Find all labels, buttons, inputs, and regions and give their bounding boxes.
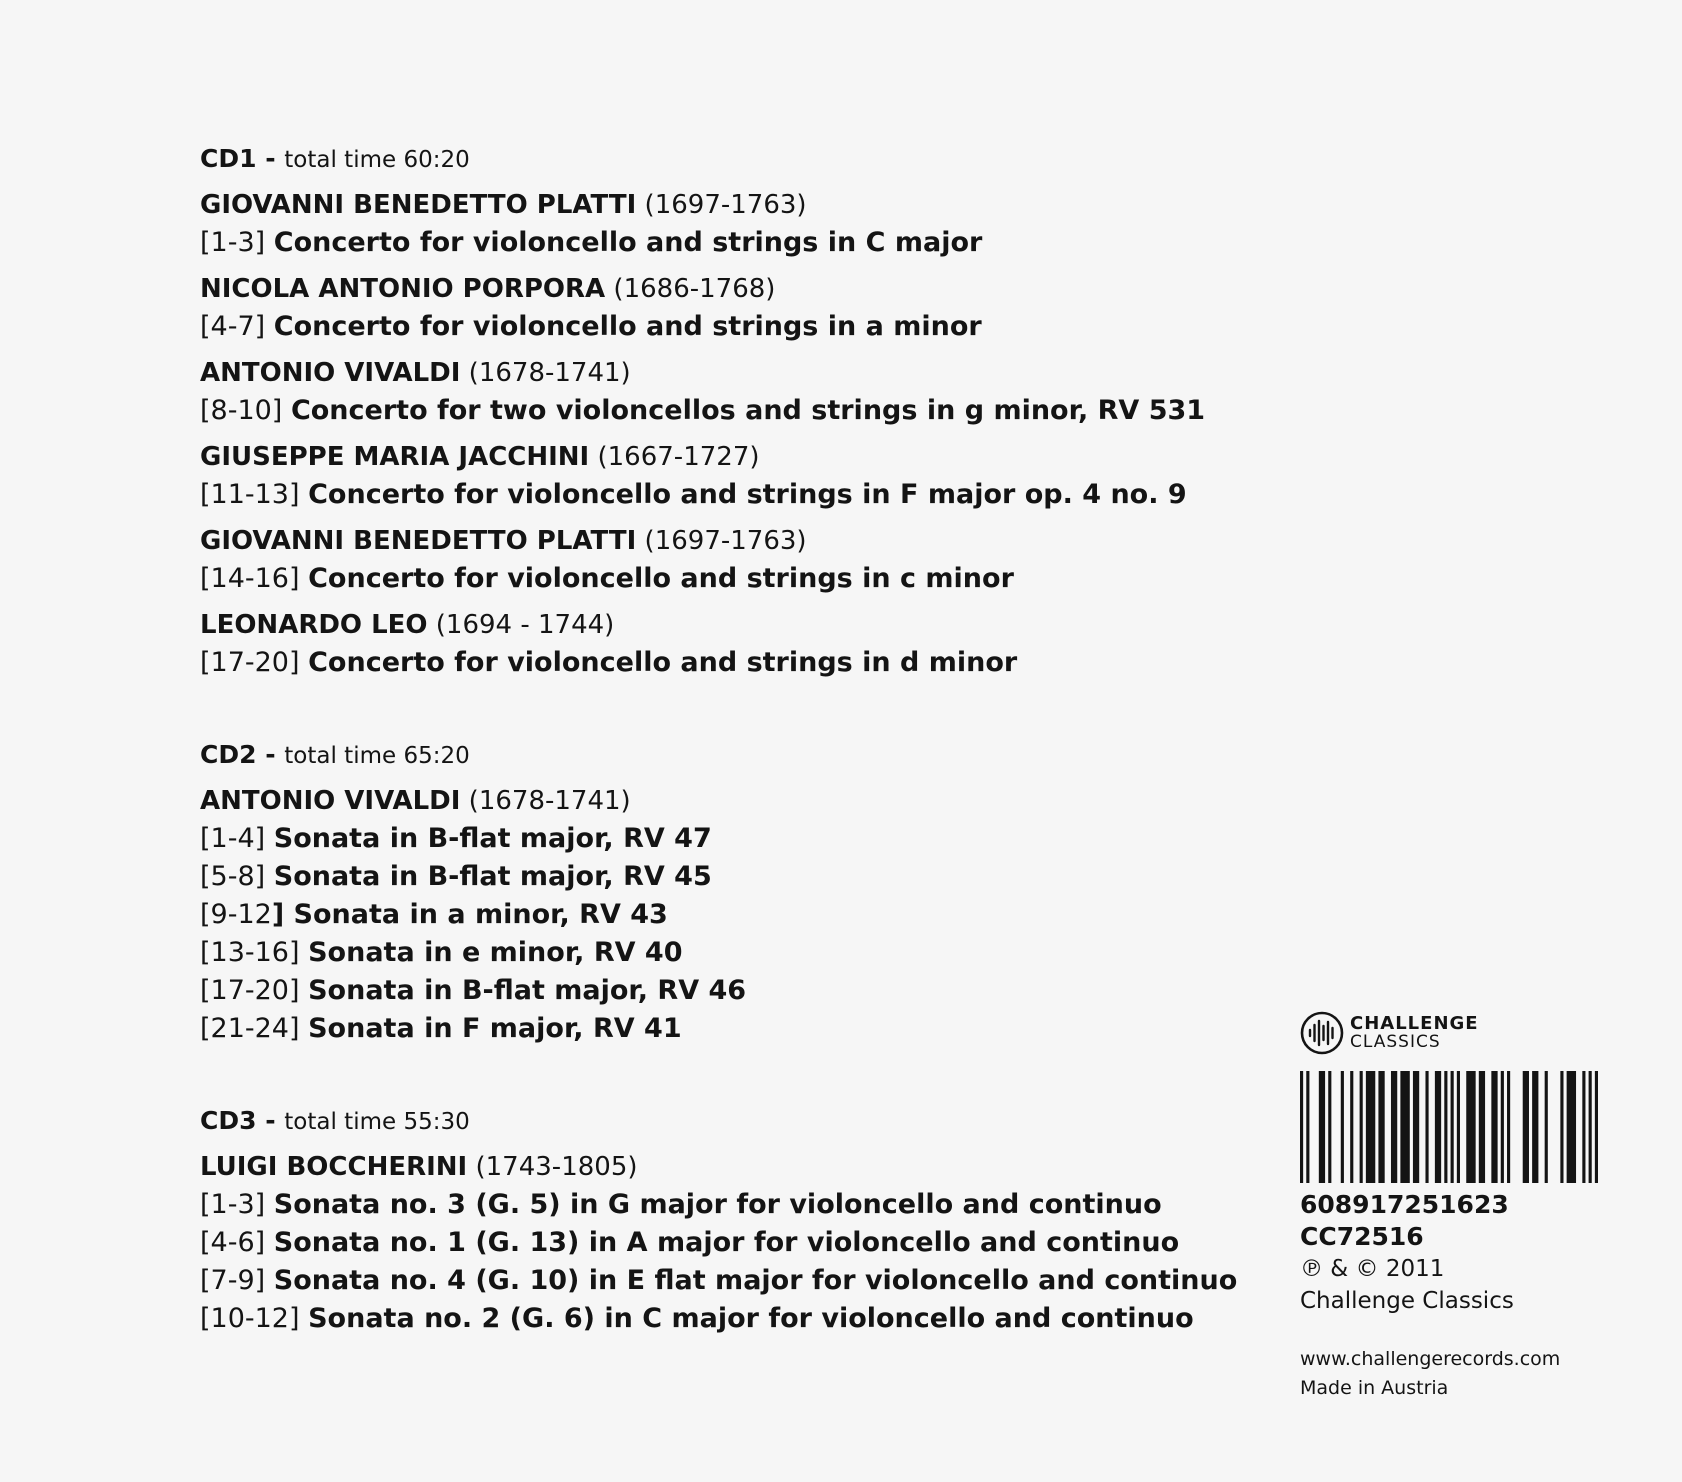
composer-dates: (1694 - 1744) <box>427 610 615 640</box>
logo-line2: CLASSICS <box>1350 1032 1441 1052</box>
composer-dates: (1678-1741) <box>460 786 631 816</box>
barcode-bar <box>1582 1071 1585 1183</box>
composer-line <box>200 186 1250 224</box>
work-title: Concerto for violoncello and strings in C major <box>273 227 983 258</box>
track-range: [11-13] <box>200 479 309 510</box>
cd-total-time: total time 55:30 <box>284 1109 470 1135</box>
barcode-bar <box>1451 1071 1454 1183</box>
work-title: ] Sonata in a minor, RV 43 <box>271 899 668 930</box>
work-line <box>200 560 1250 598</box>
work-line <box>200 1224 1250 1262</box>
work-line <box>200 644 1250 682</box>
composer-line <box>200 1148 1250 1186</box>
record-label-name: Challenge Classics <box>1300 1288 1514 1314</box>
work-title: Sonata no. 3 (G. 5) in G major for violoncello and continuo <box>273 1189 1162 1220</box>
work-title: Sonata in B-flat major, RV 45 <box>273 861 712 892</box>
composer-name: LUIGI BOCCHERINI <box>200 1152 468 1182</box>
barcode-bar <box>1366 1071 1375 1183</box>
track-range: [1-3] <box>200 1189 274 1220</box>
barcode-bar <box>1319 1071 1325 1183</box>
barcode-bar <box>1300 1071 1303 1183</box>
copyright-notice: ℗ & © 2011 <box>1300 1256 1445 1282</box>
composer-line <box>200 782 1250 820</box>
work-title: Concerto for violoncello and strings in a minor <box>273 311 982 342</box>
work-title: Concerto for violoncello and strings in F major op. 4 no. 9 <box>308 479 1187 510</box>
composer-dates: (1743-1805) <box>467 1152 638 1182</box>
work-line <box>200 1186 1250 1224</box>
tracklist <box>200 142 1250 1338</box>
cd-total-time: total time 65:20 <box>284 743 470 769</box>
barcode-bar <box>1360 1071 1363 1183</box>
barcode-bar <box>1479 1071 1485 1183</box>
track-range: [1-3] <box>200 227 274 258</box>
composer-name: GIOVANNI BENEDETTO PLATTI <box>200 190 637 220</box>
composer-line <box>200 354 1250 392</box>
barcode-bar <box>1501 1071 1504 1183</box>
barcode-bar <box>1466 1071 1475 1183</box>
composer-line <box>200 438 1250 476</box>
work-title: Sonata in B-flat major, RV 46 <box>308 975 747 1006</box>
composer-name: ANTONIO VIVALDI <box>200 786 461 816</box>
work-line <box>200 896 1250 934</box>
track-range: [17-20] <box>200 647 309 678</box>
barcode-bar <box>1589 1071 1592 1183</box>
composer-name: NICOLA ANTONIO PORPORA <box>200 274 606 304</box>
barcode-bar <box>1306 1071 1309 1183</box>
cd-label: CD3 - <box>200 1106 285 1135</box>
barcode-bar <box>1350 1071 1353 1183</box>
composer-dates: (1678-1741) <box>460 358 631 388</box>
track-range: [1-4] <box>200 823 274 854</box>
work-title: Sonata no. 1 (G. 13) in A major for violoncello and continuo <box>273 1227 1180 1258</box>
cd-label: CD2 - <box>200 740 285 769</box>
barcode-bar <box>1491 1071 1497 1183</box>
work-line <box>200 476 1250 514</box>
work-title: Concerto for violoncello and strings in c minor <box>308 563 1014 594</box>
work-title: Sonata no. 2 (G. 6) in C major for violoncello and continuo <box>308 1303 1194 1334</box>
barcode-bar <box>1328 1071 1331 1183</box>
work-line <box>200 392 1250 430</box>
barcode-bar <box>1457 1071 1460 1183</box>
sound-wave-logo-icon <box>1300 1011 1344 1055</box>
work-title: Concerto for two violoncellos and strings in g minor, RV 531 <box>290 395 1206 426</box>
logo-wordmark <box>1350 1014 1479 1052</box>
barcode-bar <box>1532 1071 1538 1183</box>
label-info-panel <box>1300 1005 1620 1403</box>
website-url: www.challengerecords.com <box>1300 1348 1561 1370</box>
composer-dates: (1686-1768) <box>605 274 776 304</box>
barcode-bar <box>1567 1071 1576 1183</box>
track-range: [7-9] <box>200 1265 274 1296</box>
track-range: [4-6] <box>200 1227 274 1258</box>
barcode-bar <box>1391 1071 1397 1183</box>
track-range: [14-16] <box>200 563 309 594</box>
barcode-bar <box>1444 1071 1447 1183</box>
logo-line1: CHALLENGE <box>1350 1013 1479 1034</box>
composer-dates: (1697-1763) <box>636 190 807 220</box>
work-line <box>200 308 1250 346</box>
barcode <box>1300 1071 1598 1183</box>
track-range: [17-20] <box>200 975 309 1006</box>
work-title: Sonata in B-flat major, RV 47 <box>273 823 712 854</box>
track-range: [10-12] <box>200 1303 309 1334</box>
composer-name: GIUSEPPE MARIA JACCHINI <box>200 442 590 472</box>
cd-total-time: total time 60:20 <box>284 147 470 173</box>
track-range: [4-7] <box>200 311 274 342</box>
work-line <box>200 1262 1250 1300</box>
challenge-classics-logo <box>1300 1005 1620 1061</box>
cd-label: CD1 - <box>200 144 285 173</box>
composer-name: ANTONIO VIVALDI <box>200 358 461 388</box>
work-line <box>200 1300 1250 1338</box>
track-range: [21-24] <box>200 1013 309 1044</box>
composer-line <box>200 606 1250 644</box>
composer-name: LEONARDO LEO <box>200 610 428 640</box>
barcode-bar <box>1507 1071 1510 1183</box>
cd1-header <box>200 142 1250 176</box>
composer-name: GIOVANNI BENEDETTO PLATTI <box>200 526 637 556</box>
track-range: [5-8] <box>200 861 274 892</box>
composer-line <box>200 522 1250 560</box>
cd1-block <box>200 142 1250 682</box>
work-line <box>200 972 1250 1010</box>
barcode-bar <box>1413 1071 1419 1183</box>
work-line <box>200 1010 1250 1048</box>
track-range: [8-10] <box>200 395 291 426</box>
barcode-bar <box>1435 1071 1441 1183</box>
ean-number: 608917251623 <box>1300 1190 1509 1219</box>
made-in-country: Made in Austria <box>1300 1377 1449 1399</box>
work-line <box>200 820 1250 858</box>
work-title: Sonata in F major, RV 41 <box>308 1013 682 1044</box>
composer-dates: (1667-1727) <box>589 442 760 472</box>
composer-line <box>200 270 1250 308</box>
work-line <box>200 224 1250 262</box>
barcode-bar <box>1425 1071 1428 1183</box>
cd3-block <box>200 1104 1250 1338</box>
track-range: [9-12 <box>200 899 272 930</box>
work-line <box>200 858 1250 896</box>
barcode-bar <box>1595 1071 1598 1183</box>
barcode-bar <box>1341 1071 1344 1183</box>
cd2-header <box>200 738 1250 772</box>
work-line <box>200 934 1250 972</box>
barcode-bar <box>1560 1071 1563 1183</box>
work-title: Concerto for violoncello and strings in d minor <box>308 647 1018 678</box>
cd2-block <box>200 738 1250 1048</box>
cd3-header <box>200 1104 1250 1138</box>
catalog-number: CC72516 <box>1300 1222 1424 1251</box>
barcode-bar <box>1545 1071 1548 1183</box>
barcode-bar <box>1523 1071 1529 1183</box>
composer-dates: (1697-1763) <box>636 526 807 556</box>
work-title: Sonata no. 4 (G. 10) in E flat major for violoncello and continuo <box>273 1265 1238 1296</box>
work-title: Sonata in e minor, RV 40 <box>308 937 683 968</box>
barcode-bar <box>1378 1071 1384 1183</box>
track-range: [13-16] <box>200 937 309 968</box>
barcode-bar <box>1400 1071 1409 1183</box>
